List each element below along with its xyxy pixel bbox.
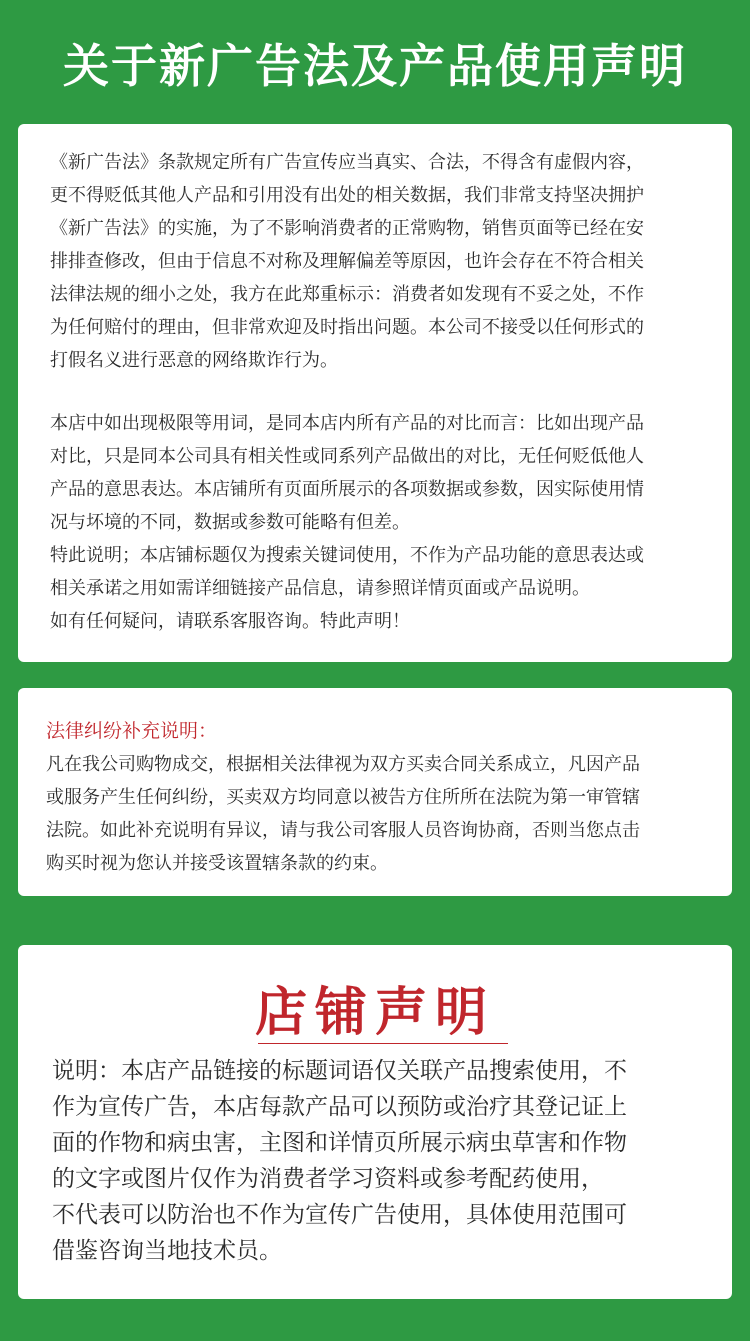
page-title: 关于新广告法及产品使用声明 [63,39,687,93]
shop-statement-card [18,945,732,1299]
ad-law-paragraph-1: 《新广告法》条款规定所有广告宣传应当真实、合法，不得含有虚假内容， 更不得贬低其他人产品和引用没有出处的相关数据，我们非常支持坚决拥护 《新广告法》的实施，为了不影响消费者的正常购物，销售页面等已经在安 排排查修改，但由于信息不对称及理解偏差等原因，也许会存在不符合相关 法律法规的细小之处，我方在此郑重标示：消费者如发现有不妥之处，不作 为任何赔付的理由，但非常欢迎及时指出问题。本公司不接受以任何形式的 打假名义进行恶意的网络欺诈行为。 [50,152,644,371]
ad-law-paragraph-2: 本店中如出现极限等用词，是同本店内所有产品的对比而言：比如出现产品 对比，只是同本公司具有相关性或同系列产品做出的对比，无任何贬低他人 产品的意思表达。本店铺所有页面所展示的各项数据或参数，因实际使用情 况与坏境的不同，数据或参数可能略有但差。 特此说明；本店铺标题仅为搜索关键词使用，不作为产品功能的意思表达或 相关承诺之用如需详细链接产品信息，请参照详情页面或产品说明。 如有任何疑问，请联系客服咨询。特此声明！ [50,413,644,632]
shop-statement-title: 店铺声明 [254,983,495,1043]
legal-dispute-text: 凡在我公司购物成交，根据相关法律视为双方买卖合同关系成立，凡因产品 或服务产生任何纠纷，买卖双方均同意以被告方住所所在法院为第一审管辖 法院。如此补充说明有异议，请与我公司客服人员咨询协商，否则当您点击 购买时视为您认并接受该置辖条款的约束。 [46,754,640,874]
ad-law-statement-card [18,124,732,662]
legal-dispute-card [18,688,732,896]
legal-dispute-heading: 法律纠纷补充说明： [46,720,218,742]
paragraph-gap [50,377,708,407]
title-underline-divider [258,1043,508,1044]
shop-statement-text: 说明：本店产品链接的标题词语仅关联产品搜索使用，不 作为宣传广告，本店每款产品可以预防或治疗其登记证上 面的作物和病虫害，主图和详情页所展示病虫草害和作物 的文字或图片仅作为消费者学习资料或参考配药使用， 不代表可以防治也不作为宣传广告使用，具体使用范围可 借鉴咨询当地技术员。 [52,1058,627,1264]
